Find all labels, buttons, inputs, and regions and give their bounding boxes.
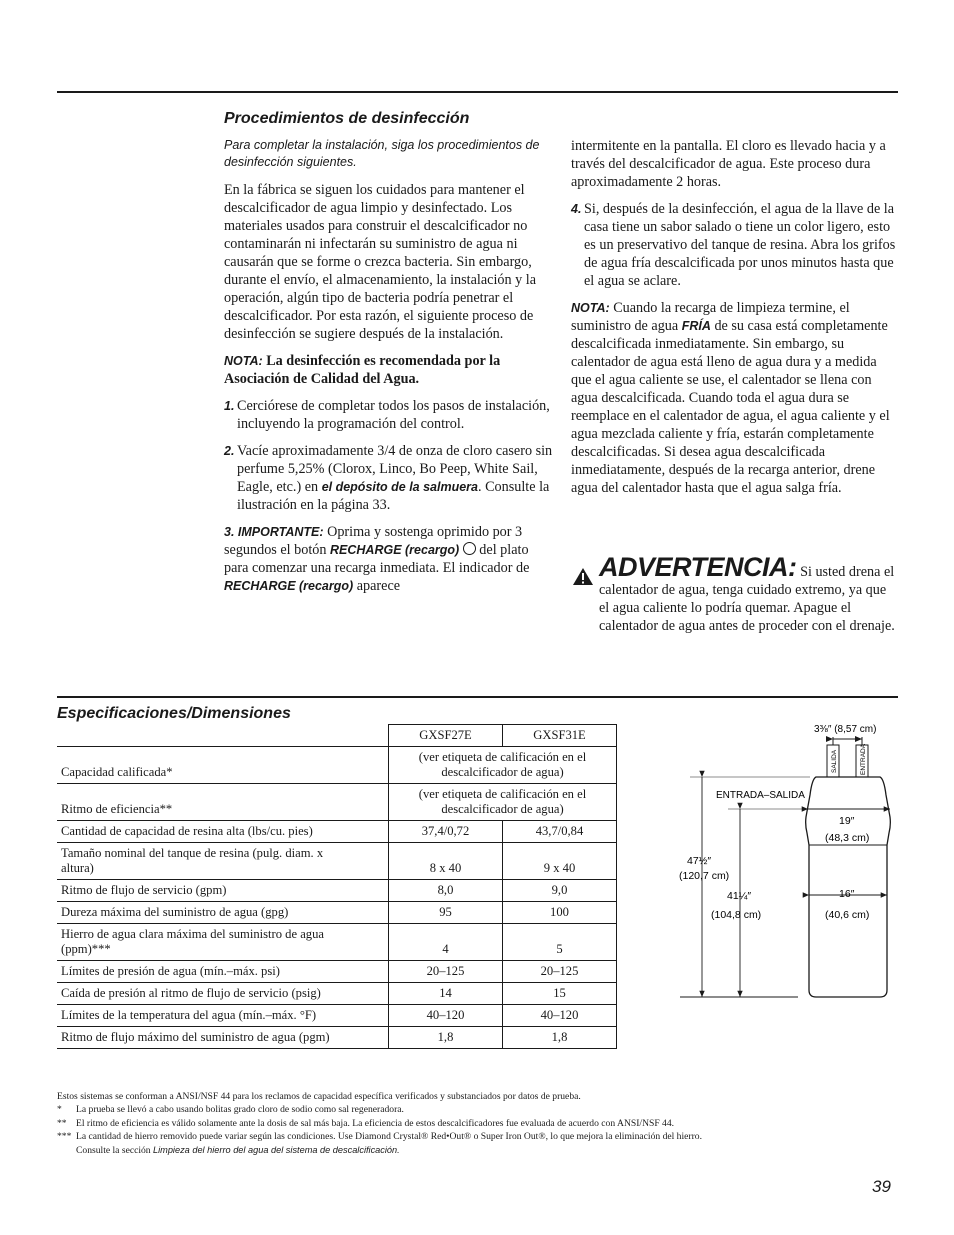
- spec-label: Capacidad calificada*: [57, 747, 389, 784]
- nota-1-text: La desinfección es recomendada por la Asociación de Calidad del Agua.: [224, 353, 501, 387]
- spec-value-gxsf27e: 4: [389, 924, 503, 961]
- spec-label: Tamaño nominal del tanque de resina (pulg. diam. x altura): [57, 843, 389, 880]
- nota-2-label: NOTA:: [571, 301, 610, 315]
- step-2-text-a: Vacíe aproximadamente 3/4 de onza de cloro casero sin perfume 5,25% (Clorox, Linco, Bo Peep, White Sail, Eagle, etc.) en: [237, 443, 553, 495]
- nota-1-label: NOTA:: [224, 354, 263, 368]
- warning-icon: [572, 567, 594, 591]
- height-inner-cm-label: (104,8 cm): [711, 909, 762, 921]
- disinfection-title: Procedimientos de desinfección: [224, 110, 470, 127]
- spec-label: Hierro de agua clara máxima del suministro de agua (ppm)***: [57, 924, 389, 961]
- spec-value-gxsf31e: 43,7/0,84: [503, 821, 617, 843]
- spec-label: Dureza máxima del suministro de agua (gpg): [57, 902, 389, 924]
- spec-value-gxsf31e: 40–120: [503, 1005, 617, 1027]
- step-3-label: 3. IMPORTANTE:: [224, 525, 324, 539]
- height-total-cm-label: (120,7 cm): [679, 870, 730, 882]
- step-3-bold: RECHARGE (recargo): [330, 543, 460, 557]
- warning-title: ADVERTENCIA:: [599, 552, 797, 582]
- softener-dimension-diagram: [640, 715, 900, 1015]
- specs-table: [57, 724, 617, 1049]
- footnote-2: ** El ritmo de eficiencia es válido solamente ante la dosis de sal más baja. La eficiencia de estos descalcificadores fue evaluada de acuerdo con ANSI/NSF 44.: [57, 1117, 675, 1129]
- warning-text: Si usted drena el calentador de agua, tenga cuidado extremo, ya que el agua caliente lo podría quemar. Apague el calentador de agua antes de proceder con el drenaje.: [599, 564, 895, 634]
- step-3-continued: intermitente en la pantalla. El cloro es llevado hacia y a través del descalcificador de agua. Este proceso dura aproximadamente 2 horas.: [571, 138, 886, 190]
- spec-value-gxsf31e: 5: [503, 924, 617, 961]
- top-dim-label: 3⅜″ (8,57 cm): [814, 724, 877, 735]
- spec-merged-value: (ver etiqueta de calificación en el descalcificador de agua): [389, 784, 617, 821]
- nota-1: [224, 352, 554, 388]
- spec-label: Límites de la temperatura del agua (mín.–máx. °F): [57, 1005, 389, 1027]
- width-top-cm-label: (48,3 cm): [825, 832, 870, 844]
- spec-label: Ritmo de eficiencia**: [57, 784, 389, 821]
- table-row: [57, 924, 617, 961]
- cabinet-outline: [806, 777, 891, 997]
- step-1-number: 1.: [224, 399, 235, 413]
- salida-label: SALIDA: [831, 749, 838, 773]
- spec-value-gxsf31e: 15: [503, 983, 617, 1005]
- spec-value-gxsf31e: 9 x 40: [503, 843, 617, 880]
- spec-value-gxsf31e: 1,8: [503, 1027, 617, 1049]
- step-2-text-b: . Consulte la ilustración en la página 33.: [237, 479, 550, 513]
- step-3-text-a: Oprima y sostenga oprimido por 3 segundos el botón: [224, 524, 523, 558]
- model-gxsf27e: GXSF27E: [389, 725, 503, 747]
- step-4: [571, 200, 897, 290]
- width-bottom-label: 16″: [839, 888, 855, 900]
- spec-label: Cantidad de capacidad de resina alta (lbs/cu. pies): [57, 821, 389, 843]
- nota-2-text-a: Cuando la recarga de limpieza termine, el suministro de agua: [571, 300, 850, 334]
- table-row: [57, 880, 617, 902]
- table-row: [57, 747, 617, 784]
- spec-value-gxsf31e: 100: [503, 902, 617, 924]
- spec-value-gxsf27e: 95: [389, 902, 503, 924]
- step-2-bold: el depósito de la salmuera: [321, 480, 478, 494]
- spec-label: Límites de presión de agua (mín.–máx. psi): [57, 961, 389, 983]
- table-row: [57, 1005, 617, 1027]
- table-row: [57, 784, 617, 821]
- spec-label: Ritmo de flujo de servicio (gpm): [57, 880, 389, 902]
- spec-value-gxsf27e: 8,0: [389, 880, 503, 902]
- spec-value-gxsf27e: 37,4/0,72: [389, 821, 503, 843]
- in-out-label: ENTRADA–SALIDA: [716, 790, 805, 801]
- middle-rule: [57, 696, 898, 698]
- spec-merged-value: (ver etiqueta de calificación en el descalcificador de agua): [389, 747, 617, 784]
- step-1-text: Cerciórese de completar todos los pasos de instalación, incluyendo la programación del control.: [237, 398, 550, 432]
- height-inner-label: 41¼″: [727, 890, 752, 902]
- warning-block: [571, 552, 897, 635]
- nota-2-bold: FRÍA: [681, 319, 711, 333]
- step-2: [224, 442, 554, 514]
- spec-label: Caída de presión al ritmo de flujo de servicio (psig): [57, 983, 389, 1005]
- spec-value-gxsf27e: 1,8: [389, 1027, 503, 1049]
- page-number: 39: [872, 1177, 891, 1196]
- top-rule: [57, 91, 898, 93]
- table-row: [57, 821, 617, 843]
- recharge-button-icon: [463, 542, 476, 555]
- step-3-text-c: aparece: [356, 578, 401, 594]
- nota-2-text-b: de su casa está completamente descalcificada inmediatamente. Sin embargo, su calentador de agua está lleno de agua dura y a medida que el agua caliente se use, el calentador se llena con agua descalcificada. Cuando toda el agua dura se reemplace en el calentador de agua, el agua caliente y el agua mezclada caliente y fría, estarán completamente descalcificadas. Si desea agua descalcificada inmediatamente, después de la recarga anterior, drene agua del calentador hasta que el agua salga fría.: [571, 318, 890, 496]
- step-2-number: 2.: [224, 444, 235, 458]
- step-3-text-b: del plato para comenzar una recarga inmediata. El indicador de: [224, 542, 530, 576]
- step-4-number: 4.: [571, 202, 582, 216]
- spec-value-gxsf27e: 20–125: [389, 961, 503, 983]
- disinfection-left-column: [224, 110, 554, 604]
- specs-title: Especificaciones/Dimensiones: [57, 705, 291, 722]
- step-1: [224, 397, 554, 433]
- nota-2: [571, 299, 897, 497]
- disinfection-intro: Para completar la instalación, siga los procedimientos de desinfección siguientes.: [224, 138, 540, 169]
- table-row: [57, 902, 617, 924]
- table-row: [57, 983, 617, 1005]
- spec-label: Ritmo de flujo máximo del suministro de agua (pgm): [57, 1027, 389, 1049]
- table-row: [57, 1027, 617, 1049]
- step-4-text: Si, después de la desinfección, el agua de la llave de la casa tiene un sabor salado o tiene un color ligero, esto es un preservativo del tanque de resina. Abra los grifos de agua fría descalcificada por unos minutos hasta que el agua se aclare.: [584, 201, 896, 289]
- disinfection-paragraph: En la fábrica se siguen los cuidados para mantener el descalcificador de agua limpio y desinfectado. Los materiales usados para construir el descalcificador no contaminarán ni infectarán su suministro de agua ni causarán que se forme o crezca bacteria. Sin embargo, durante el envío, el almacenamiento, la instalación y la operación, algún tipo de bacteria podría penetrar el descalcificador. Por esta razón, el siguiente proceso de desinfección se sugiere después de la instalación.: [224, 182, 537, 342]
- footnote-1: * La prueba se llevó a cabo usando bolitas grado cloro de sodio como sal regeneradora.: [57, 1104, 404, 1116]
- model-gxsf31e: GXSF31E: [503, 725, 617, 747]
- spec-value-gxsf31e: 20–125: [503, 961, 617, 983]
- spec-value-gxsf31e: 9,0: [503, 880, 617, 902]
- spec-value-gxsf27e: 40–120: [389, 1005, 503, 1027]
- specs-footnotes: [57, 1090, 737, 1157]
- disinfection-right-column: [571, 137, 897, 506]
- width-top-label: 19″: [839, 815, 855, 827]
- entrada-label: ENTRADA: [860, 743, 867, 775]
- table-row: [57, 961, 617, 983]
- footnote-3: *** La cantidad de hierro removido puede variar según las condiciones. Use Diamond Crystal® Red•Out® o Super Iron Out®, lo que mejora la eliminación del hierro. Consulte la sección Limpieza del hierro del agua del sistema de descalcificación.: [57, 1131, 702, 1156]
- height-total-label: 47½″: [687, 855, 712, 867]
- step-3-bold-2: RECHARGE (recargo): [224, 579, 354, 593]
- width-bottom-cm-label: (40,6 cm): [825, 909, 870, 921]
- table-row: [57, 843, 617, 880]
- spec-value-gxsf27e: 8 x 40: [389, 843, 503, 880]
- step-3: [224, 523, 554, 595]
- specs-header-row: [57, 725, 617, 747]
- footnote-intro: Estos sistemas se conforman a ANSI/NSF 44 para los reclamos de capacidad específica verificados y substanciados por datos de prueba.: [57, 1091, 581, 1102]
- spec-value-gxsf27e: 14: [389, 983, 503, 1005]
